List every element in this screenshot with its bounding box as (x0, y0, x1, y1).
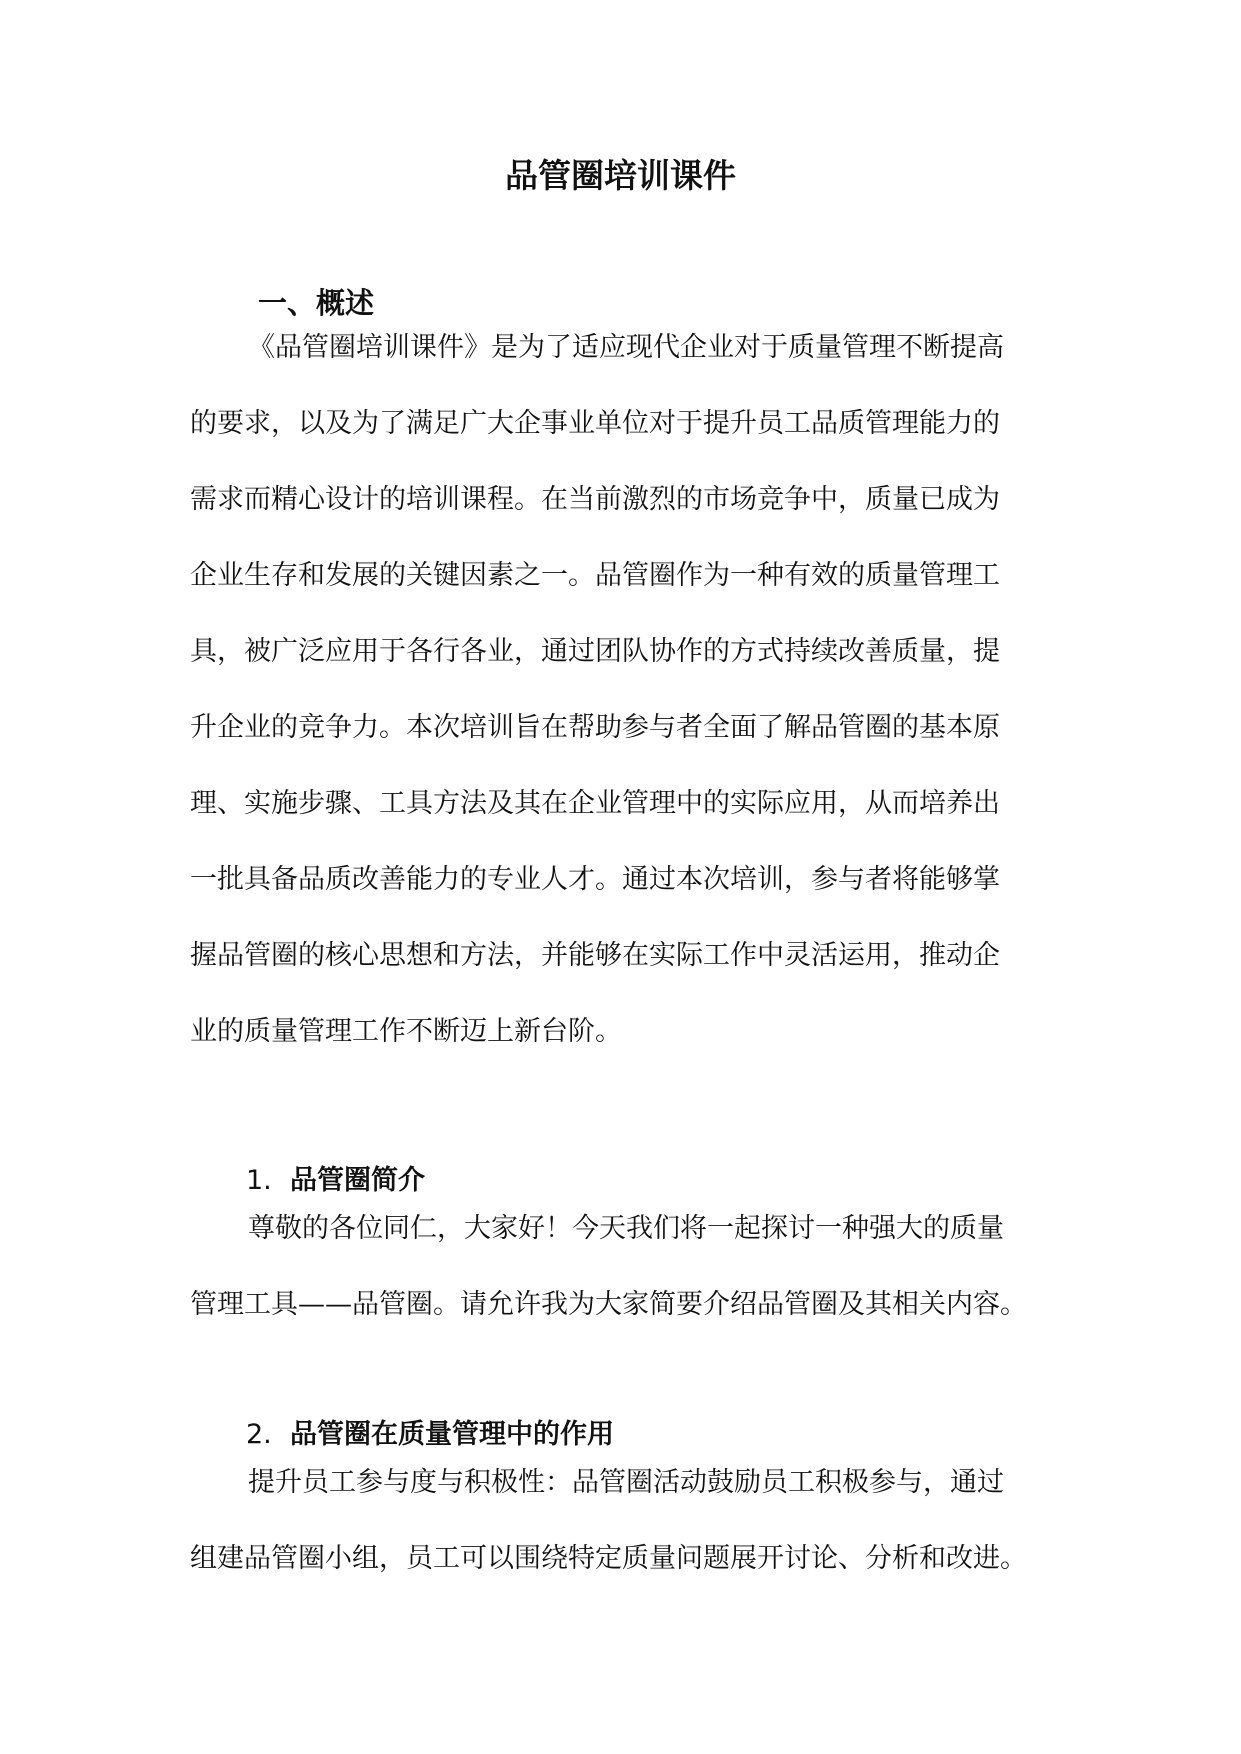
paragraph-line: 升企业的竞争力。本次培训旨在帮助参与者全面了解品管圈的基本原 (190, 712, 1000, 743)
subsection-title: 品管圈在质量管理中的作用 (290, 1419, 614, 1450)
paragraph-line: 组建品管圈小组，员工可以围绕特定质量问题展开讨论、分析和改进。 (190, 1543, 1027, 1574)
paragraph-line: 的要求，以及为了满足广大企事业单位对于提升员工品质管理能力的 (190, 408, 1000, 439)
paragraph-line: 《品管圈培训课件》是为了适应现代企业对于质量管理不断提高 (248, 332, 1004, 363)
paragraph-line: 尊敬的各位同仁，大家好！今天我们将一起探讨一种强大的质量 (248, 1213, 1004, 1244)
paragraph-line: 一批具备品质改善能力的专业人才。通过本次培训，参与者将能够掌 (190, 864, 1000, 895)
paragraph-line: 管理工具——品管圈。请允许我为大家简要介绍品管圈及其相关内容。 (190, 1289, 1027, 1320)
subsection-number: 2. (246, 1419, 272, 1450)
overview-paragraph (190, 310, 1056, 1070)
intro-paragraph (190, 1191, 1056, 1343)
paragraph-line: 握品管圈的核心思想和方法，并能够在实际工作中灵活运用，推动企 (190, 940, 1000, 971)
document-title: 品管圈培训课件 (505, 156, 736, 195)
paragraph-line: 提升员工参与度与积极性：品管圈活动鼓励员工积极参与，通过 (248, 1467, 1004, 1498)
paragraph-line: 企业生存和发展的关键因素之一。品管圈作为一种有效的质量管理工 (190, 560, 1000, 591)
paragraph-line: 理、实施步骤、工具方法及其在企业管理中的实际应用，从而培养出 (190, 788, 1000, 819)
section-heading-overview: 一、概述 (258, 286, 375, 320)
paragraph-line: 业的质量管理工作不断迈上新台阶。 (190, 1016, 622, 1047)
paragraph-line: 具，被广泛应用于各行各业，通过团队协作的方式持续改善质量，提 (190, 636, 1000, 667)
subsection-number: 1. (246, 1165, 272, 1196)
subsection-title: 品管圈简介 (290, 1165, 425, 1196)
paragraph-line: 需求而精心设计的培训课程。在当前激烈的市场竞争中，质量已成为 (190, 484, 1000, 515)
role-paragraph (190, 1445, 1056, 1597)
